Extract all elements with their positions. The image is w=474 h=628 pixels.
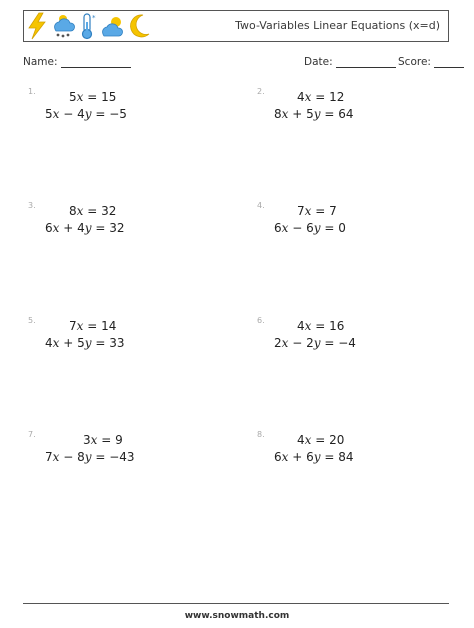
problem-number: 8. [257, 430, 265, 439]
equation-1: 3x = 9 [83, 433, 123, 447]
problem-number: 7. [28, 430, 36, 439]
equation-2: 4x + 5y = 33 [45, 336, 125, 350]
equation-2: 2x − 2y = −4 [274, 336, 356, 350]
problem-2 [257, 87, 437, 127]
moon-icon [128, 12, 152, 40]
equation-1: 4x = 16 [297, 319, 345, 333]
equation-1: 4x = 20 [297, 433, 345, 447]
problem-3 [28, 201, 208, 241]
footer-divider [23, 603, 449, 604]
score-blank[interactable] [434, 57, 464, 68]
weather-icons [26, 11, 152, 41]
date-field[interactable] [304, 56, 396, 68]
equation-2: 7x − 8y = −43 [45, 450, 135, 464]
lightning-icon [26, 12, 48, 40]
problem-4 [257, 201, 437, 241]
problem-number: 4. [257, 201, 265, 210]
rain-cloud-icon [49, 12, 77, 40]
problem-number: 3. [28, 201, 36, 210]
date-blank[interactable] [336, 57, 396, 68]
equation-1: 7x = 7 [297, 204, 337, 218]
problem-6 [257, 316, 437, 356]
equation-1: 5x = 15 [69, 90, 117, 104]
name-blank[interactable] [61, 57, 131, 68]
score-label: Score: [398, 56, 431, 68]
equation-2: 6x − 6y = 0 [274, 221, 346, 235]
name-label: Name: [23, 56, 58, 68]
footer-site: www.snowmath.com [184, 611, 290, 621]
equation-2: 6x + 6y = 84 [274, 450, 354, 464]
sun-cloud-icon [99, 12, 127, 40]
equation-1: 8x = 32 [69, 204, 117, 218]
problem-7 [28, 430, 208, 470]
problem-8 [257, 430, 437, 470]
equation-2: 5x − 4y = −5 [45, 107, 127, 121]
equation-2: 8x + 5y = 64 [274, 107, 354, 121]
problem-number: 6. [257, 316, 265, 325]
equation-2: 6x + 4y = 32 [45, 221, 125, 235]
problem-5 [28, 316, 208, 356]
name-field[interactable] [23, 56, 131, 68]
problem-number: 2. [257, 87, 265, 96]
worksheet-header [23, 10, 449, 42]
problem-number: 1. [28, 87, 36, 96]
worksheet-title: Two-Variables Linear Equations (x=d) [235, 19, 440, 32]
problem-number: 5. [28, 316, 36, 325]
svg-text:*: * [92, 14, 96, 22]
date-label: Date: [304, 56, 333, 68]
score-field[interactable] [398, 56, 464, 68]
equation-1: 7x = 14 [69, 319, 117, 333]
problem-1 [28, 87, 208, 127]
thermometer-icon [78, 12, 98, 40]
equation-1: 4x = 12 [297, 90, 345, 104]
